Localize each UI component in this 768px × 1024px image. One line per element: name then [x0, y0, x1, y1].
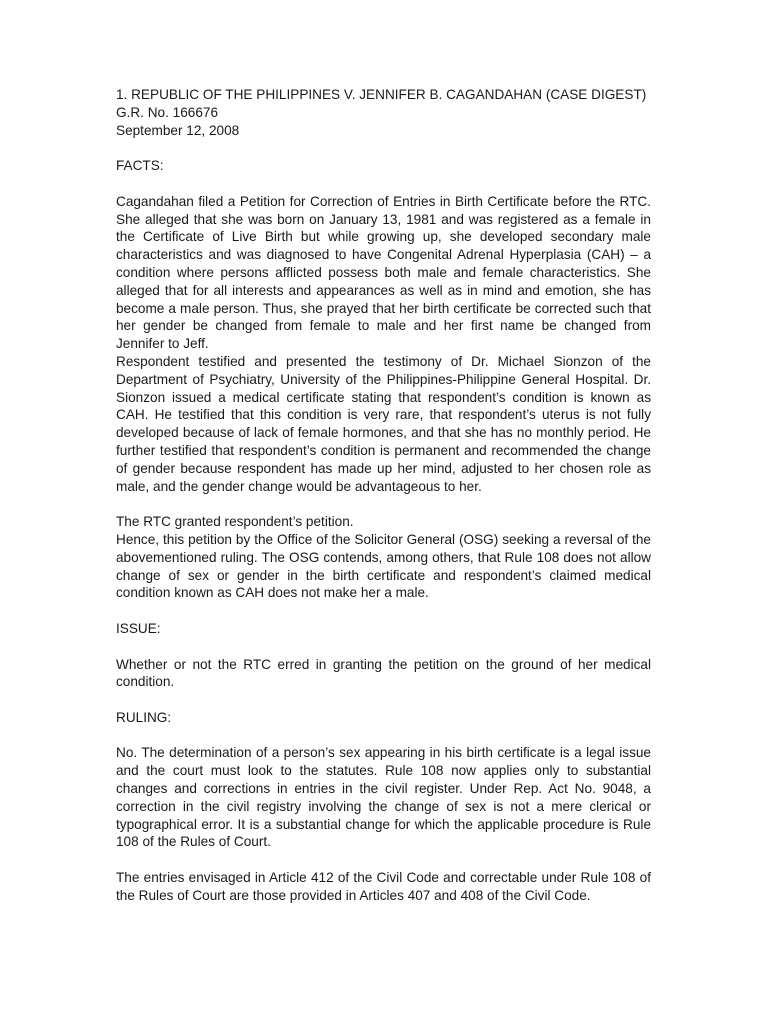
spacer [116, 175, 651, 193]
spacer [116, 495, 651, 513]
facts-heading: FACTS: [116, 158, 164, 174]
spacer [116, 139, 651, 157]
decision-date: September 12, 2008 [116, 122, 240, 138]
issue-paragraph: Whether or not the RTC erred in granting the petition on the ground of her medical condition. [116, 656, 651, 690]
gr-number: G.R. No. 166676 [116, 104, 219, 120]
spacer [116, 638, 651, 656]
ruling-paragraph-2: The entries envisaged in Article 412 of the Civil Code and correctable under Rule 108 of the Rules of Court are those provided in Articles 407 and 408 of the Civil Code. [116, 870, 651, 903]
ruling-paragraph-1: No. The determination of a person’s sex appearing in his birth certificate is a legal issue and the court must look to the statutes. Rule 108 now applies only to substantial changes and corrections in entries in the civil register. Under Rep. Act No. 9048, a correction in the civil registry involving the change of sex is not a mere clerical or typographical error. It is a substantial change for which the applicable procedure is Rule 108 of the Rules of Court. [116, 745, 651, 850]
spacer [116, 691, 651, 709]
facts-paragraph-3: The RTC granted respondent’s petition. [116, 514, 354, 530]
facts-paragraph-4: Hence, this petition by the Office of the Solicitor General (OSG) seeking a reversal of the abovementioned ruling. The OSG contends, among others, that Rule 108 does not allow change of sex or gender in the birth certificate and respondent’s claimed medical condition known as CAH does not make her a male. [116, 531, 651, 601]
facts-paragraph-1: Cagandahan filed a Petition for Correction of Entries in Birth Certificate before the RTC. She alleged that she was born on January 13, 1981 and was registered as a female in the Certificate of Live Birth but while growing up, she developed secondary male characteristics and was diagnosed to have Congenital Adrenal Hyperplasia (CAH) – a condition where persons afflicted possess both male and female characteristics. She alleged that for all interests and appearances as well as in mind and emotion, she has become a male person. Thus, she prayed that her birth certificate be corrected such that her gender be changed from female to male and her first name be changed from Jennifer to Jeff. [116, 193, 651, 352]
spacer [116, 851, 651, 869]
document-page [116, 86, 651, 905]
spacer [116, 602, 651, 620]
case-title: 1. REPUBLIC OF THE PHILIPPINES V. JENNIFER B. CAGANDAHAN (CASE DIGEST) [116, 87, 647, 102]
issue-heading: ISSUE: [116, 620, 161, 636]
spacer [116, 727, 651, 745]
ruling-heading: RULING: [116, 709, 172, 725]
facts-paragraph-2: Respondent testified and presented the testimony of Dr. Michael Sionzon of the Department of Psychiatry, University of the Philippines-Philippine General Hospital. Dr. Sionzon issued a medical certificate stating that respondent’s condition is known as CAH. He testified that this condition is very rare, that respondent’s uterus is not fully developed because of lack of female hormones, and that she has no monthly period. He further testified that respondent’s condition is permanent and recommended the change of gender because respondent has made up her mind, adjusted to her chosen role as male, and the gender change would be advantageous to her. [116, 353, 651, 494]
